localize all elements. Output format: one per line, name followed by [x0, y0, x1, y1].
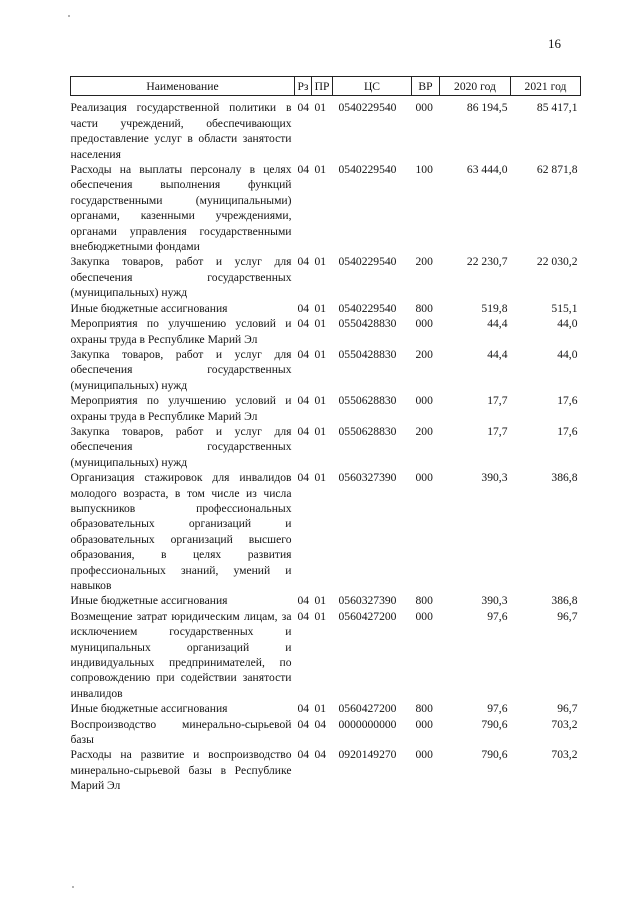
- cell-2021: 85 417,1: [536, 101, 578, 115]
- header-rz: Рз: [295, 77, 312, 96]
- cell-vr: 800: [415, 594, 433, 608]
- cell-pr: 01: [314, 101, 327, 115]
- cell-name: Мероприятия по улучшению условий и охраны труда в Республике Марий Эл: [70, 394, 292, 423]
- cell-pr: 01: [314, 594, 327, 608]
- header-cs: ЦС: [333, 77, 412, 96]
- cell-vr: 000: [415, 717, 433, 731]
- cell-2020: 44,4: [487, 317, 508, 331]
- cell-pr: 01: [314, 301, 327, 315]
- cell-cs: 0560427200: [338, 609, 397, 623]
- cell-cs: 0540229540: [338, 301, 397, 315]
- cell-pr: 04: [314, 717, 327, 731]
- cell-rz: 04: [297, 748, 310, 762]
- table-row: [71, 316, 581, 347]
- cell-vr: 200: [415, 347, 433, 361]
- cell-pr: 01: [314, 255, 327, 269]
- cell-name: Реализация государственной политики в части учреждений, обеспечивающих предоставление услуг в области занятости населения: [70, 101, 292, 161]
- cell-rz: 04: [297, 424, 310, 438]
- cell-rz: 04: [297, 394, 310, 408]
- cell-name: Иные бюджетные ассигнования: [70, 301, 228, 315]
- scan-speck: [68, 15, 70, 17]
- cell-name: Закупка товаров, работ и услуг для обеспечения государственных (муниципальных) нужд: [70, 255, 292, 300]
- cell-pr: 01: [314, 609, 327, 623]
- cell-rz: 04: [297, 101, 310, 115]
- cell-name: Расходы на развитие и воспроизводство минерально-сырьевой базы в Республике Марий Эл: [70, 748, 292, 793]
- cell-vr: 000: [415, 394, 433, 408]
- cell-vr: 200: [415, 255, 433, 269]
- cell-rz: 04: [297, 163, 310, 177]
- cell-vr: 800: [415, 702, 433, 716]
- cell-cs: 0540229540: [338, 101, 397, 115]
- cell-rz: 04: [297, 471, 310, 485]
- cell-name: Иные бюджетные ассигнования: [70, 702, 228, 716]
- cell-name: Воспроизводство минерально-сырьевой базы: [70, 717, 292, 747]
- table-row: [71, 470, 581, 593]
- table-row: [71, 424, 581, 470]
- cell-name: Мероприятия по улучшению условий и охраны труда в Республике Марий Эл: [70, 317, 292, 346]
- page-number: 16: [548, 36, 561, 51]
- cell-2021: 44,0: [557, 317, 578, 331]
- cell-rz: 04: [297, 702, 310, 716]
- table-row: [71, 609, 581, 701]
- budget-table: [70, 76, 581, 794]
- cell-cs: 0550628830: [338, 424, 397, 438]
- cell-vr: 000: [415, 101, 433, 115]
- cell-2021: 386,8: [551, 594, 578, 608]
- table-body: [71, 96, 581, 794]
- cell-2020: 97,6: [487, 609, 508, 623]
- table-row: [71, 393, 581, 424]
- cell-2021: 386,8: [551, 471, 578, 485]
- cell-2020: 22 230,7: [466, 255, 508, 269]
- cell-pr: 01: [314, 317, 327, 331]
- cell-vr: 200: [415, 424, 433, 438]
- cell-cs: 0550428830: [338, 347, 397, 361]
- cell-2020: 17,7: [487, 424, 508, 438]
- cell-2020: 390,3: [481, 471, 508, 485]
- cell-cs: 0550628830: [338, 394, 397, 408]
- cell-pr: 01: [314, 702, 327, 716]
- cell-rz: 04: [297, 347, 310, 361]
- table-row: [71, 301, 581, 316]
- cell-name: Закупка товаров, работ и услуг для обеспечения государственных (муниципальных) нужд: [70, 347, 292, 392]
- table-row: [71, 254, 581, 300]
- cell-rz: 04: [297, 317, 310, 331]
- cell-2021: 515,1: [551, 301, 578, 315]
- cell-cs: 0550428830: [338, 317, 397, 331]
- cell-2021: 703,2: [551, 748, 578, 762]
- cell-2021: 96,7: [557, 702, 578, 716]
- cell-2020: 17,7: [487, 394, 508, 408]
- header-row: [71, 77, 581, 96]
- cell-pr: 01: [314, 394, 327, 408]
- cell-name: Расходы на выплаты персоналу в целях обеспечения выполнения функций государственными (муниципальными) органами, казенными учреждениями, органами управления государственными внебюджетными фондами: [70, 163, 292, 254]
- cell-2021: 703,2: [551, 717, 578, 731]
- table-row: [71, 701, 581, 716]
- cell-rz: 04: [297, 594, 310, 608]
- cell-2021: 22 030,2: [536, 255, 578, 269]
- cell-cs: 0560327390: [338, 471, 397, 485]
- cell-vr: 000: [415, 609, 433, 623]
- cell-pr: 04: [314, 748, 327, 762]
- cell-cs: 0000000000: [338, 717, 397, 731]
- cell-name: Иные бюджетные ассигнования: [70, 594, 228, 608]
- scan-speck: [72, 886, 74, 888]
- cell-pr: 01: [314, 424, 327, 438]
- table-row: [71, 717, 581, 748]
- cell-vr: 100: [415, 163, 433, 177]
- cell-2020: 44,4: [487, 347, 508, 361]
- cell-rz: 04: [297, 717, 310, 731]
- cell-2021: 62 871,8: [536, 163, 578, 177]
- cell-2020: 790,6: [481, 748, 508, 762]
- header-2021: 2021 год: [511, 77, 581, 96]
- cell-cs: 0560427200: [338, 702, 397, 716]
- table-row: [71, 347, 581, 393]
- header-2020: 2020 год: [440, 77, 511, 96]
- cell-2020: 86 194,5: [466, 101, 508, 115]
- cell-2021: 17,6: [557, 394, 578, 408]
- cell-cs: 0560327390: [338, 594, 397, 608]
- cell-2021: 96,7: [557, 609, 578, 623]
- cell-pr: 01: [314, 347, 327, 361]
- cell-name: Возмещение затрат юридическим лицам, за исключением государственных и муниципальных организаций и индивидуальных предпринимателей, по сопровождению при содействии занятости инвалидов: [70, 609, 292, 700]
- cell-2021: 44,0: [557, 347, 578, 361]
- table-row: [71, 96, 581, 162]
- cell-cs: 0540229540: [338, 255, 397, 269]
- cell-2021: 17,6: [557, 424, 578, 438]
- cell-2020: 519,8: [481, 301, 508, 315]
- cell-rz: 04: [297, 609, 310, 623]
- cell-2020: 390,3: [481, 594, 508, 608]
- cell-vr: 000: [415, 471, 433, 485]
- table-row: [71, 162, 581, 254]
- table-row: [71, 593, 581, 608]
- cell-name: Организация стажировок для инвалидов молодого возраста, в том числе из числа выпускников профессиональных образовательных организаций и образовательных организаций высшего образования, в целях развития профессиональных знаний, умений и навыков: [70, 471, 292, 592]
- cell-vr: 800: [415, 301, 433, 315]
- cell-name: Закупка товаров, работ и услуг для обеспечения государственных (муниципальных) нужд: [70, 424, 292, 469]
- table-row: [71, 747, 581, 793]
- cell-2020: 790,6: [481, 717, 508, 731]
- cell-rz: 04: [297, 255, 310, 269]
- cell-pr: 01: [314, 163, 327, 177]
- header-name: Наименование: [71, 77, 295, 96]
- cell-rz: 04: [297, 301, 310, 315]
- header-pr: ПР: [312, 77, 333, 96]
- header-vr: ВР: [412, 77, 440, 96]
- cell-cs: 0920149270: [338, 748, 397, 762]
- cell-2020: 63 444,0: [466, 163, 508, 177]
- cell-2020: 97,6: [487, 702, 508, 716]
- cell-pr: 01: [314, 471, 327, 485]
- cell-vr: 000: [415, 317, 433, 331]
- cell-vr: 000: [415, 748, 433, 762]
- cell-cs: 0540229540: [338, 163, 397, 177]
